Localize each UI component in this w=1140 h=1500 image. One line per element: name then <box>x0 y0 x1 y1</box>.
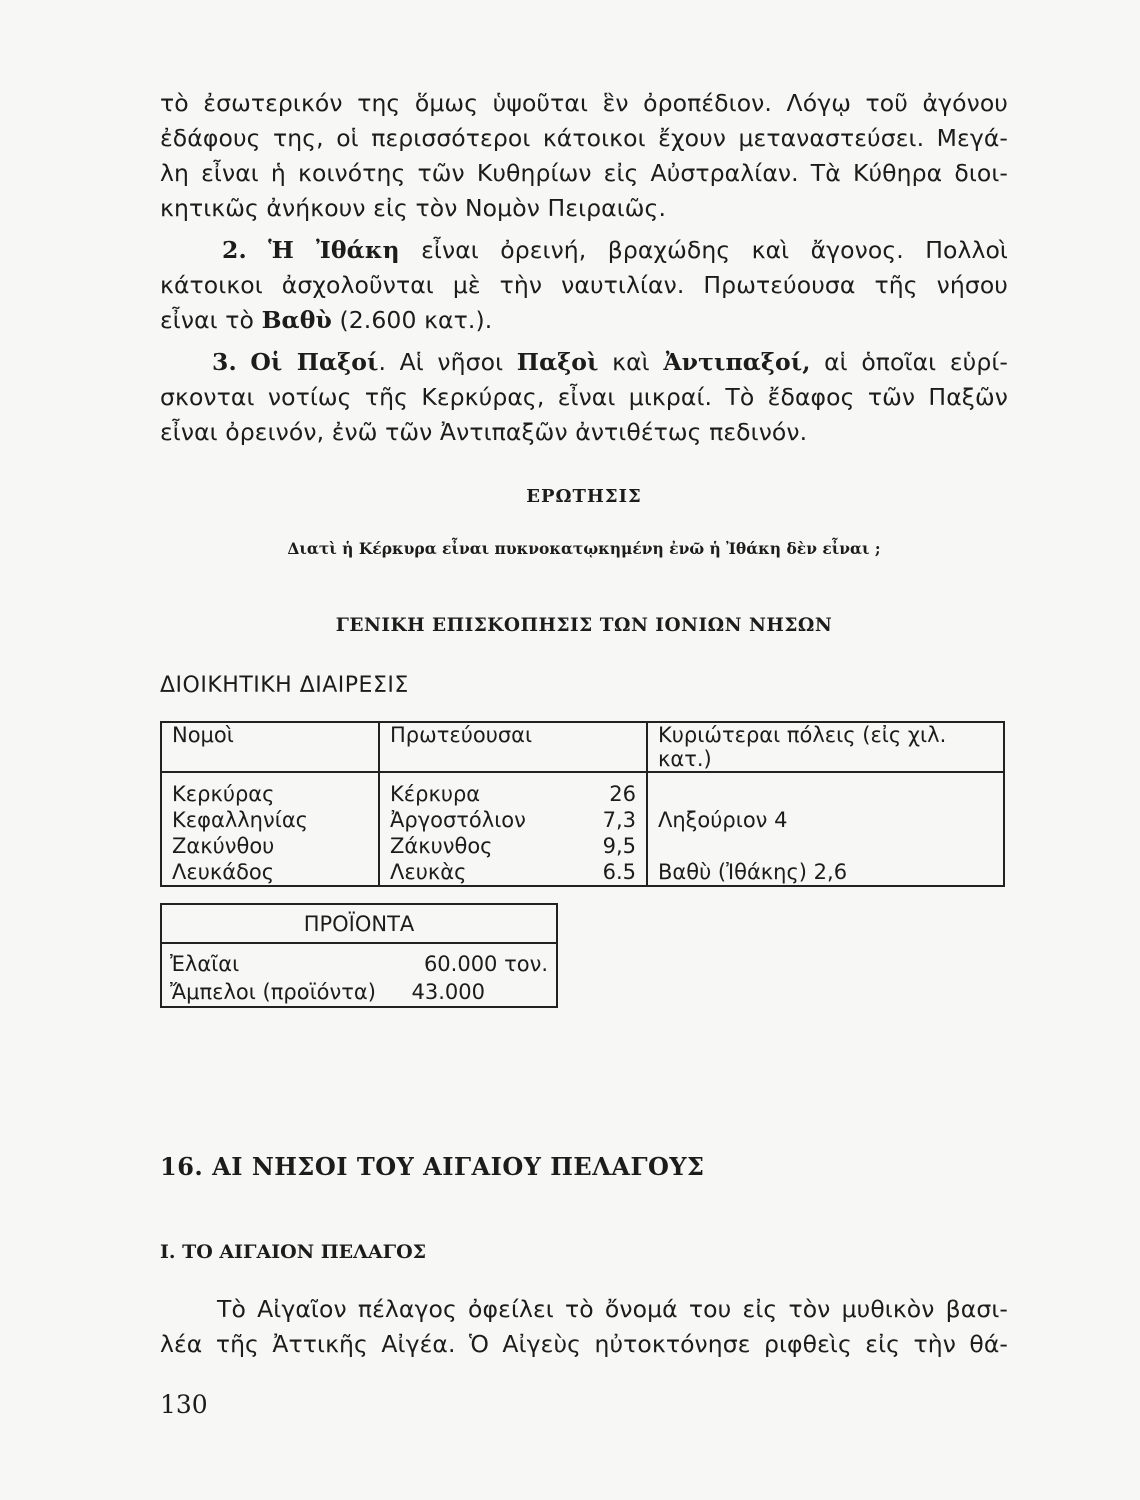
table-header-row <box>161 722 1004 772</box>
table-header-row <box>161 904 557 943</box>
table-row <box>161 859 1004 886</box>
product-name: Ἐλαῖαι <box>170 952 240 976</box>
text-line: κητικῶς ἀνήκουν εἰς τὸν Νομὸν Πειραιῶς. <box>160 194 667 222</box>
island-name-paxoi: Παξοὶ <box>516 348 599 376</box>
admin-division-table <box>160 721 1005 887</box>
questions-heading: ΕΡΩΤΗΣΙΣ <box>526 486 642 507</box>
column-header: Πρωτεύουσαι <box>379 722 647 772</box>
text-line <box>160 345 1008 380</box>
table-row <box>161 772 1004 807</box>
products-table <box>160 903 558 1008</box>
text-line <box>160 233 1008 268</box>
text-line: εἶναι ὀρεινόν, ἐνῶ τῶν Ἀντιπαξῶν ἀντιθέτως πεδινόν. <box>160 418 808 446</box>
capital-cell <box>379 859 647 886</box>
island-title-ithaka: Ἡ Ἰθάκη <box>268 236 400 264</box>
column-header: Κυριώτεραι πόλεις (εἰς χιλ. κατ.) <box>647 722 1004 772</box>
text-fragment: καὶ <box>598 348 664 376</box>
population-value: 26 <box>609 782 636 806</box>
text-line: ἐδάφους της, οἱ περισσότεροι κάτοικοι ἔχουν μεταναστεύσει. Μεγά- <box>160 124 1008 152</box>
table-row <box>161 807 1004 833</box>
text-line: λέα τῆς Ἀττικῆς Αἰγέα. Ὁ Αἰγεὺς ηὐτοκτόνησε ριφθεὶς εἰς τὴν θά- <box>160 1330 1008 1358</box>
city-cell: Ληξούριον 4 <box>647 807 1004 833</box>
capital-name: Ἀργοστόλιον <box>390 808 526 832</box>
table-row <box>161 978 557 1007</box>
population-value: 9,5 <box>602 834 636 858</box>
nomos-cell: Ζακύνθου <box>161 833 379 859</box>
paragraph-ithaka <box>160 233 1008 338</box>
nomos-cell: Λευκάδος <box>161 859 379 886</box>
text-fragment: . Αἱ νῆσοι <box>378 348 517 376</box>
text-fragment: αἱ ὁποῖαι εὑρί- <box>810 348 1008 376</box>
capital-name: Λευκὰς <box>390 860 467 884</box>
paragraph-aegean <box>160 1292 1008 1362</box>
chapter-heading: 16. ΑΙ ΝΗΣΟΙ ΤΟΥ ΑΙΓΑΙΟΥ ΠΕΛΑΓΟΥΣ <box>160 1152 705 1181</box>
capital-vathy: Βαθὺ <box>261 306 332 334</box>
column-header: Νομοὶ <box>161 722 379 772</box>
text-line: κάτοικοι ἀσχολοῦνται μὲ τὴν ναυτιλίαν. Πρωτεύουσα τῆς νήσου <box>160 271 1008 299</box>
product-value: 60.000 τον. <box>423 952 548 976</box>
capital-cell <box>379 833 647 859</box>
question-text: Διατὶ ἡ Κέρκυρα εἶναι πυκνοκατῳκημένη ἐνῶ ἡ Ἰθάκη δὲν εἶναι ; <box>287 539 881 558</box>
city-cell: Βαθὺ (Ἰθάκης) 2,6 <box>647 859 1004 886</box>
products-header: ΠΡΟΪΟΝΤΑ <box>161 904 557 943</box>
text-line <box>160 303 1008 338</box>
city-cell <box>647 772 1004 807</box>
capital-name: Κέρκυρα <box>390 782 481 806</box>
admin-division-heading: ΔΙΟΙΚΗΤΙΚΗ ΔΙΑΙΡΕΣΙΣ <box>160 673 409 698</box>
population-value: 6.5 <box>602 860 636 884</box>
section-number: 2. <box>222 236 247 264</box>
text-fragment: (2.600 κατ.). <box>331 306 493 334</box>
product-value: 43.000 <box>411 980 486 1004</box>
capital-cell <box>379 772 647 807</box>
overview-heading: ΓΕΝΙΚΗ ΕΠΙΣΚΟΠΗΣΙΣ ΤΩΝ ΙΟΝΙΩΝ ΝΗΣΩΝ <box>335 615 833 636</box>
paragraph-kythera <box>160 86 1008 226</box>
text-line: Τὸ Αἰγαῖον πέλαγος ὀφείλει τὸ ὄνομά του εἰς τὸν μυθικὸν βασι- <box>217 1295 1008 1323</box>
island-title-paxoi: Οἱ Παξοί <box>250 348 379 376</box>
city-cell <box>647 833 1004 859</box>
text-line: τὸ ἐσωτερικόν της ὅμως ὑψοῦται ἓν ὀροπέδιον. Λόγῳ τοῦ ἀγόνου <box>160 89 1008 117</box>
island-name-antipaxoi: Ἀντιπαξοί, <box>663 348 811 376</box>
text-fragment: εἶναι ὀρεινή, βραχώδης καὶ ἄγονος. Πολλοὶ <box>399 236 1008 264</box>
paragraph-paxoi <box>160 345 1008 450</box>
text-fragment: εἶναι τὸ <box>160 306 262 334</box>
text-line: σκονται νοτίως τῆς Κερκύρας, εἶναι μικραί. Τὸ ἔδαφος τῶν Παξῶν <box>160 383 1008 411</box>
text-line: λη εἶναι ἡ κοινότης τῶν Κυθηρίων εἰς Αὐστραλίαν. Τὰ Κύθηρα διοι- <box>160 159 1008 187</box>
nomos-cell: Κερκύρας <box>161 772 379 807</box>
capital-cell <box>379 807 647 833</box>
table-row <box>161 943 557 978</box>
section-number: 3. <box>212 348 237 376</box>
page-number: 130 <box>160 1390 208 1419</box>
product-name: Ἄμπελοι (προϊόντα) <box>170 980 376 1004</box>
capital-name: Ζάκυνθος <box>390 834 493 858</box>
nomos-cell: Κεφαλληνίας <box>161 807 379 833</box>
table-row <box>161 833 1004 859</box>
section-heading: Ι. ΤΟ ΑΙΓΑΙΟΝ ΠΕΛΑΓΟΣ <box>160 1241 427 1263</box>
population-value: 7,3 <box>602 808 636 832</box>
